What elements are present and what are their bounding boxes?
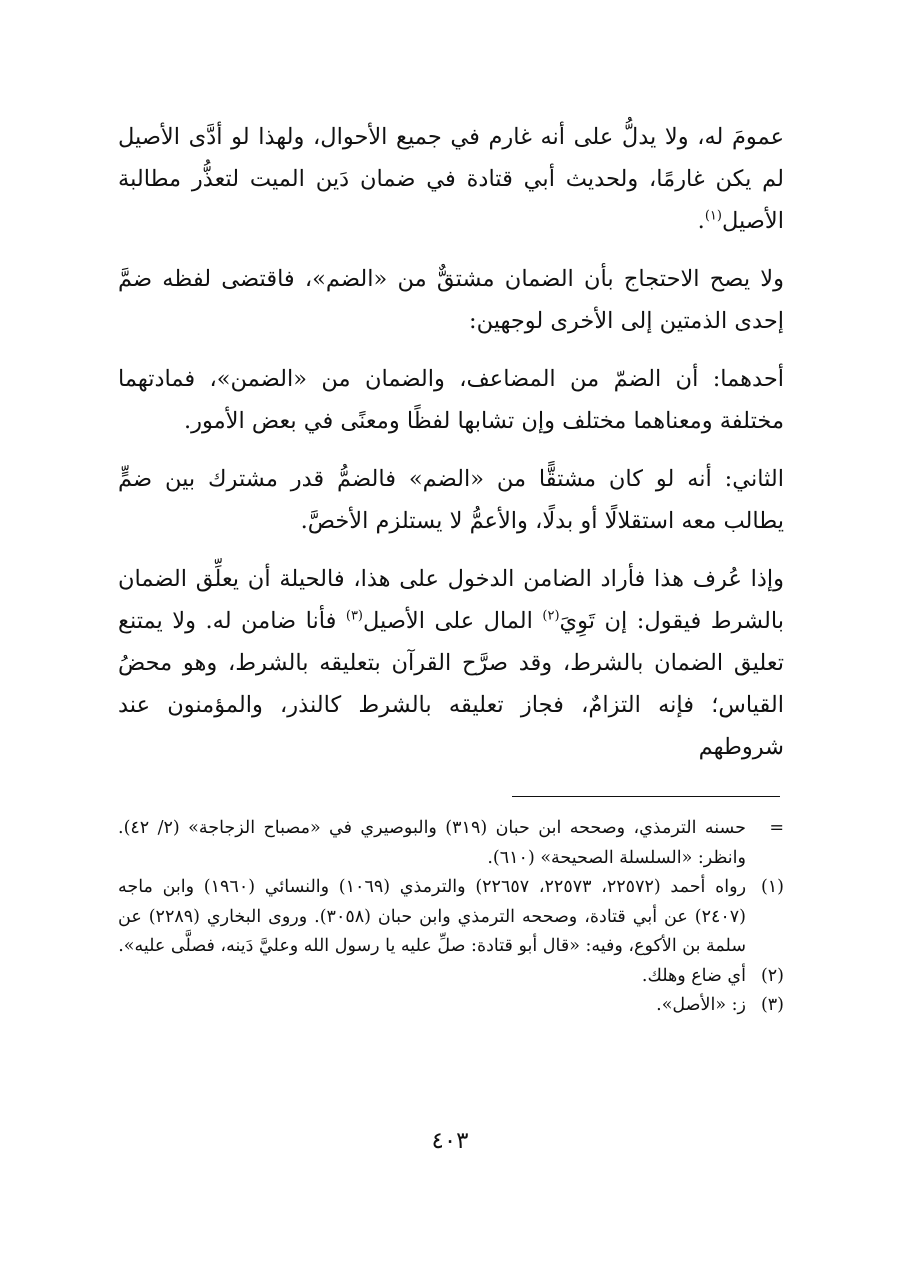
footnote-text: ز: «الأصل». [656, 995, 746, 1015]
footnote-number: (٢) [760, 965, 784, 986]
paragraph: عمومَ له، ولا يدلُّ على أنه غارم في جميع الأحوال، ولهذا لو أدَّى الأصيل لم يكن غارمًا، ولحديث أبي قتادة في ضمان دَين الميت لتعذُّر مطالبة الأصيل$^{(١)}$. [118, 124, 784, 234]
footnotes [118, 814, 784, 1021]
paragraph: وإذا عُرف هذا فأراد الضامن الدخول على هذا، فالحيلة أن يعلِّق الضمان بالشرط فيقول: إن تَوِيَ$^{(٢)}$ المال على الأصيل$^{(٣)}$ فأنا ضامن له. ولا يمتنع تعليق الضمان بالشرط، وقد صرَّح القرآن بتعليقه بالشرط، وهو محضُ القياس؛ فإنه التزامٌ، فجاز تعليقه بالشرط كالنذر، والمؤمنون عند شروطهم [118, 566, 784, 760]
paragraph: الثاني: أنه لو كان مشتقًّا من «الضم» فالضمُّ قدر مشترك بين ضمٍّ يطالب معه استقلالًا أو بدلًا، والأعمُّ لا يستلزم الأخصَّ. [118, 466, 784, 534]
paragraph: أحدهما: أن الضمّ من المضاعف، والضمان من «الضمن»، فمادتهما مختلفة ومعناهما مختلف وإن تشابها لفظًا ومعنًى في بعض الأمور. [118, 366, 784, 434]
footnote-text: أي ضاع وهلك. [641, 965, 746, 986]
footnote [118, 991, 784, 1021]
footnote [118, 873, 784, 962]
footnote-number: (٣) [760, 995, 784, 1015]
page-number: ٤٠٣ [431, 1128, 469, 1154]
footnote-ref: (١) [704, 208, 722, 224]
footnote-divider [512, 796, 780, 797]
footnote-continuation [118, 814, 784, 873]
footnote-number: (١) [760, 877, 784, 897]
footnote-text: رواه أحمد (٢٢٥٧٢، ٢٢٥٧٣، ٢٢٦٥٧) والترمذي (١٠٦٩) والنسائي (١٩٦٠) وابن ماجه (٢٤٠٧) عن أبي قتادة، وصححه الترمذي وابن حبان (٣٠٥٨). وروى البخاري (٢٢٨٩) عن سلمة بن الأكوع، وفيه: «قال أبو قتادة: صلِّ عليه يا رسول الله وعليَّ دَينه، فصلَّى عليه». [118, 877, 747, 956]
paragraph: ولا يصح الاحتجاج بأن الضمان مشتقٌّ من «الضم»، فاقتضى لفظه ضمَّ إحدى الذمتين إلى الأخرى لوجهين: [118, 266, 784, 334]
footnote-ref: (٢) [542, 608, 560, 624]
footnote-text: حسنه الترمذي، وصححه ابن حبان (٣١٩) والبوصيري في «مصباح الزجاجة» (٢/ ٤٢). وانظر: «السلسلة الصحيحة» (٦١٠). [118, 818, 746, 868]
main-text [118, 116, 784, 784]
continuation-marker: = [769, 818, 784, 838]
footnote [118, 962, 784, 992]
footnote-ref: (٣) [345, 608, 363, 624]
